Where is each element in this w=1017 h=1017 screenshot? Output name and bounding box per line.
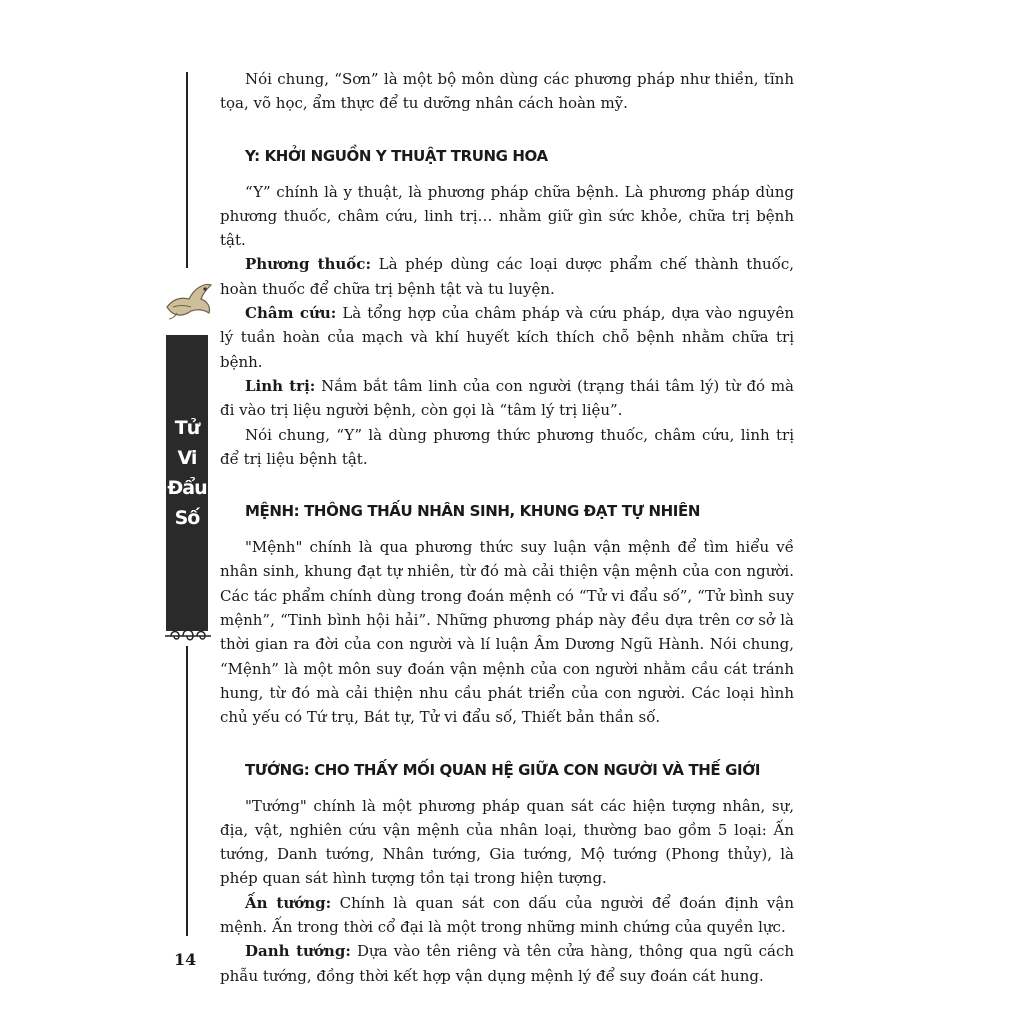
margin-rule-bottom <box>186 646 188 936</box>
page-number: 14 <box>174 950 197 969</box>
side-title-line: Vi <box>177 447 197 469</box>
y-paragraph-cham-cuu <box>220 301 794 374</box>
page-content <box>220 67 794 988</box>
y-paragraph-1: “Y” chính là y thuật, là phương pháp chữa bệnh. Là phương pháp dùng phương thuốc, châm cứu, linh trị… nhằm giữ gìn sức khỏe, chữa trị bệnh tật. <box>220 182 794 250</box>
y-paragraph-phuong-thuoc <box>220 252 794 301</box>
tuong-paragraph-an-tuong <box>220 891 794 940</box>
side-title-line: Số <box>174 507 200 529</box>
term-text: Là tổng hợp của châm pháp và cứu pháp, dựa vào nguyên lý tuần hoàn của mạch và khí huyết kích thích chỗ bệnh nhằm chữa trị bệnh. <box>220 304 794 371</box>
term-label: Danh tướng: <box>245 942 351 961</box>
section-heading-tuong: TƯỚNG: CHO THẤY MỐI QUAN HỆ GIỮA CON NGƯỜI VÀ THẾ GIỚI <box>245 760 761 779</box>
term-text: Nắm bắt tâm linh của con người (trạng thái tâm lý) từ đó mà đi vào trị liệu người bệnh, còn gọi là “tâm lý trị liệu”. <box>220 376 794 420</box>
intro-paragraph: Nói chung, “Sơn” là một bộ môn dùng các phương pháp như thiền, tĩnh tọa, võ học, ẩm thực để tu dưỡng nhân cách hoàn mỹ. <box>220 70 794 113</box>
y-paragraph-linh-tri <box>220 374 794 423</box>
margin-rule-top <box>186 72 188 268</box>
y-paragraph-summary: Nói chung, “Y” là dùng phương thức phương thuốc, châm cứu, linh trị để trị liệu bệnh tật. <box>220 425 794 468</box>
term-text: Dựa vào tên riêng và tên cửa hàng, thông qua ngũ cách phẫu tướng, đồng thời kết hợp vận dụng mệnh lý để suy đoán cát hung. <box>220 942 795 985</box>
term-label: Ấn tướng: <box>245 893 332 912</box>
side-title-line: Tử <box>174 417 200 439</box>
cloud-ornament-icon <box>163 622 213 646</box>
chapter-side-tab <box>166 335 208 631</box>
tuong-paragraph-danh-tuong <box>220 939 794 988</box>
term-label: Phương thuốc: <box>245 255 371 274</box>
menh-paragraph-1: "Mệnh" chính là qua phương thức suy luận vận mệnh để tìm hiểu về nhân sinh, khung đạt tự nhiên, từ đó mà cải thiện vận mệnh của con người. Các tác phẩm chính dùng trong đoán mệnh có “Tử vi đẩu số”, “Tử bình suy mệnh”, “Tinh bình hội hải”. Những phương pháp này đều dựa trên cơ sở là thời gian ra đời của con người và lí luận Âm Dương Ngũ Hành. Nói chung, “Mệnh” là một môn suy đoán vận mệnh của con người nhằm cầu cát tránh hung, từ đó mà cải thiện nhu cầu phát triển của con người. Các loại hình chủ yếu có Tứ trụ, Bát tự, Tử vi đẩu số, Thiết bản thần số. <box>220 538 794 727</box>
section-heading-y: Y: KHỞI NGUỒN Y THUẬT TRUNG HOA <box>245 146 548 165</box>
tuong-paragraph-1: "Tướng" chính là một phương pháp quan sát các hiện tượng nhân, sự, địa, vật, nghiên cứu vận mệnh của nhân loại, thường bao gồm 5 loại: Ấn tướng, Danh tướng, Nhân tướng, Gia tướng, Mộ tướng (Phong thủy), là phép quan sát hình tượng tồn tại trong hiện tượng. <box>220 796 794 888</box>
term-label: Linh trị: <box>245 376 316 395</box>
side-tab-title <box>166 413 208 533</box>
term-text: Chính là quan sát con dấu của người để đoán định vận mệnh. Ấn trong thời cổ đại là một trong những minh chứng của quyền lực. <box>220 893 794 937</box>
term-text: Là phép dùng các loại dược phẩm chế thành thuốc, hoàn thuốc để chữa trị bệnh tật và tu luyện. <box>220 255 794 298</box>
bird-ornament-icon <box>163 277 215 323</box>
side-title-line: Đẩu <box>167 477 207 499</box>
section-heading-menh: MỆNH: THÔNG THẤU NHÂN SINH, KHUNG ĐẠT TỰ NHIÊN <box>245 502 700 521</box>
term-label: Châm cứu: <box>245 304 337 323</box>
